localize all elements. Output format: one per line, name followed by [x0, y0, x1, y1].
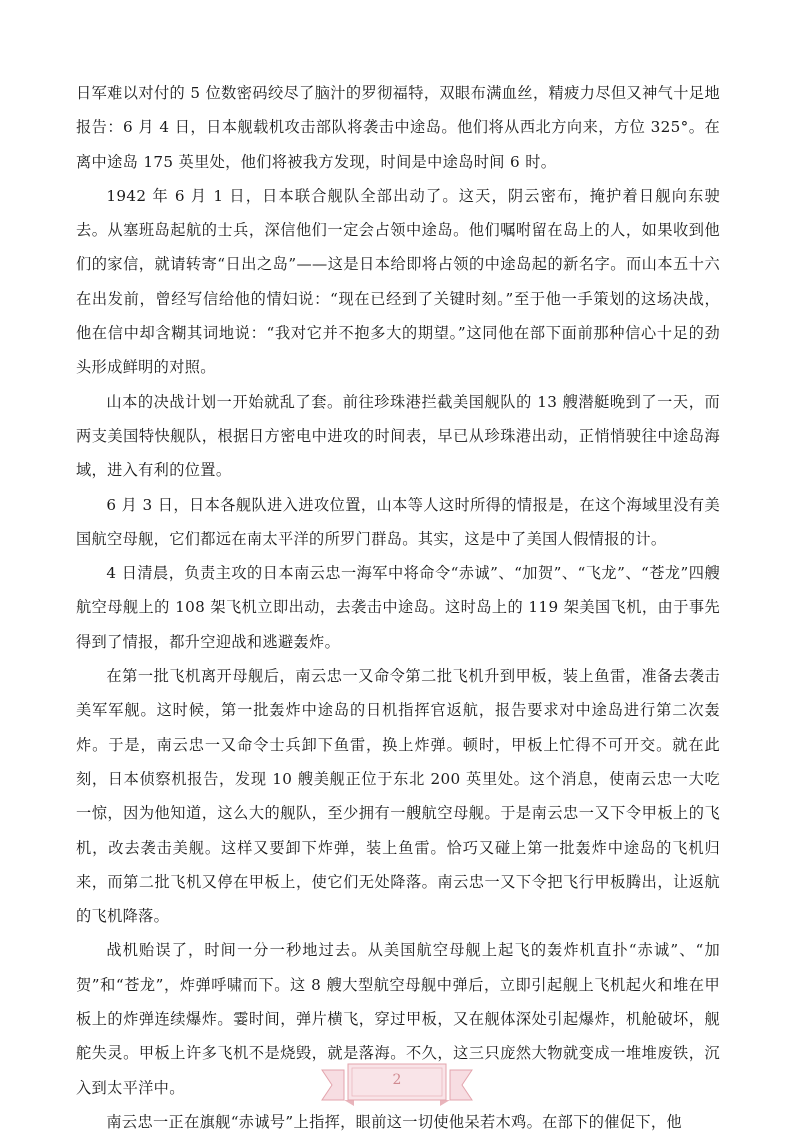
body-text — [76, 76, 720, 1139]
paragraph-7: 战机贻误了，时间一分一秒地过去。从美国航空母舰上起飞的轰炸机直扑“赤诚”、“加贺”和“苍龙”，炸弹呼啸而下。这 8 艘大型航空母舰中弹后，立即引起舰上飞机起火和堆在甲板上的炸弹连续爆炸。霎时间，弹片横飞，穿过甲板，又在舰体深处引起爆炸，机舱破坏，舰舵失灵。甲板上许多飞机不是烧毁，就是落海。不久，这三只庞然大物就变成一堆堆废铁，沉入到太平洋中。 — [76, 941, 720, 1097]
paragraph-1: 日军难以对付的 5 位数密码绞尽了脑汁的罗彻福特，双眼布满血丝，精疲力尽但又神气十足地报告：6 月 4 日，日本舰载机攻击部队将袭击中途岛。他们将从西北方向来，方位 325°。在离中途岛 175 英里处，他们将被我方发现，时间是中途岛时间 6 时。 — [76, 84, 720, 171]
paragraph-2: 1942 年 6 月 1 日，日本联合舰队全部出动了。这天，阴云密布，掩护着日舰向东驶去。从塞班岛起航的士兵，深信他们一定会占领中途岛。他们嘱咐留在岛上的人，如果收到他们的家信，就请转寄“日出之岛”——这是日本给即将占领的中途岛起的新名字。而山本五十六在出发前，曾经写信给他的情妇说：“现在已经到了关键时刻。”至于他一手策划的这场决战，他在信中却含糊其词地说：“我对它并不抱多大的期望。”这同他在部下面前那种信心十足的劲头形成鲜明的对照。 — [76, 186, 720, 377]
paragraph-3: 山本的决战计划一开始就乱了套。前往珍珠港拦截美国舰队的 13 艘潜艇晚到了一天，而两支美国特快舰队，根据日方密电中进攻的时间表，早已从珍珠港出动，正悄悄驶往中途岛海域，进入有利的位置。 — [76, 392, 720, 480]
page-number: 2 — [392, 1072, 402, 1088]
paragraph-4: 6 月 3 日，日本各舰队进入进攻位置，山本等人这时所得的情报是，在这个海域里没有美国航空母舰，它们都远在南太平洋的所罗门群岛。其实，这是中了美国人假情报的计。 — [76, 495, 720, 548]
paragraph-5: 4 日清晨，负责主攻的日本南云忠一海军中将命令“赤诚”、“加贺”、“飞龙”、“苍龙”四艘航空母舰上的 108 架飞机立即出动，去袭击中途岛。这时岛上的 119 架美国飞机，由于事先得到了情报，都升空迎战和逃避轰炸。 — [76, 564, 720, 651]
paragraph-6: 在第一批飞机离开母舰后，南云忠一又命令第二批飞机升到甲板，装上鱼雷，准备去袭击美军军舰。这时候，第一批轰炸中途岛的日机指挥官返航，报告要求对中途岛进行第二次轰炸。于是，南云忠一又命令士兵卸下鱼雷，换上炸弹。顿时，甲板上忙得不可开交。就在此刻，日本侦察机报告，发现 10 艘美舰正位于东北 200 英里处。这个消息，使南云忠一大吃一惊，因为他知道，这么大的舰队，至少拥有一艘航空母舰。于是南云忠一又下令甲板上的飞机，改去袭击美舰。这样又要卸下炸弹，装上鱼雷。恰巧又碰上第一批轰炸中途岛的飞机归来，而第二批飞机又停在甲板上，使它们无处降落。南云忠一又下令把飞行甲板腾出，让返航的飞机降落。 — [76, 667, 720, 926]
paragraph-8: 南云忠一正在旗舰“赤诚号”上指挥，眼前这一切使他呆若木鸡。在部下的催促下，他 — [106, 1112, 682, 1131]
page-footer — [318, 1060, 476, 1108]
